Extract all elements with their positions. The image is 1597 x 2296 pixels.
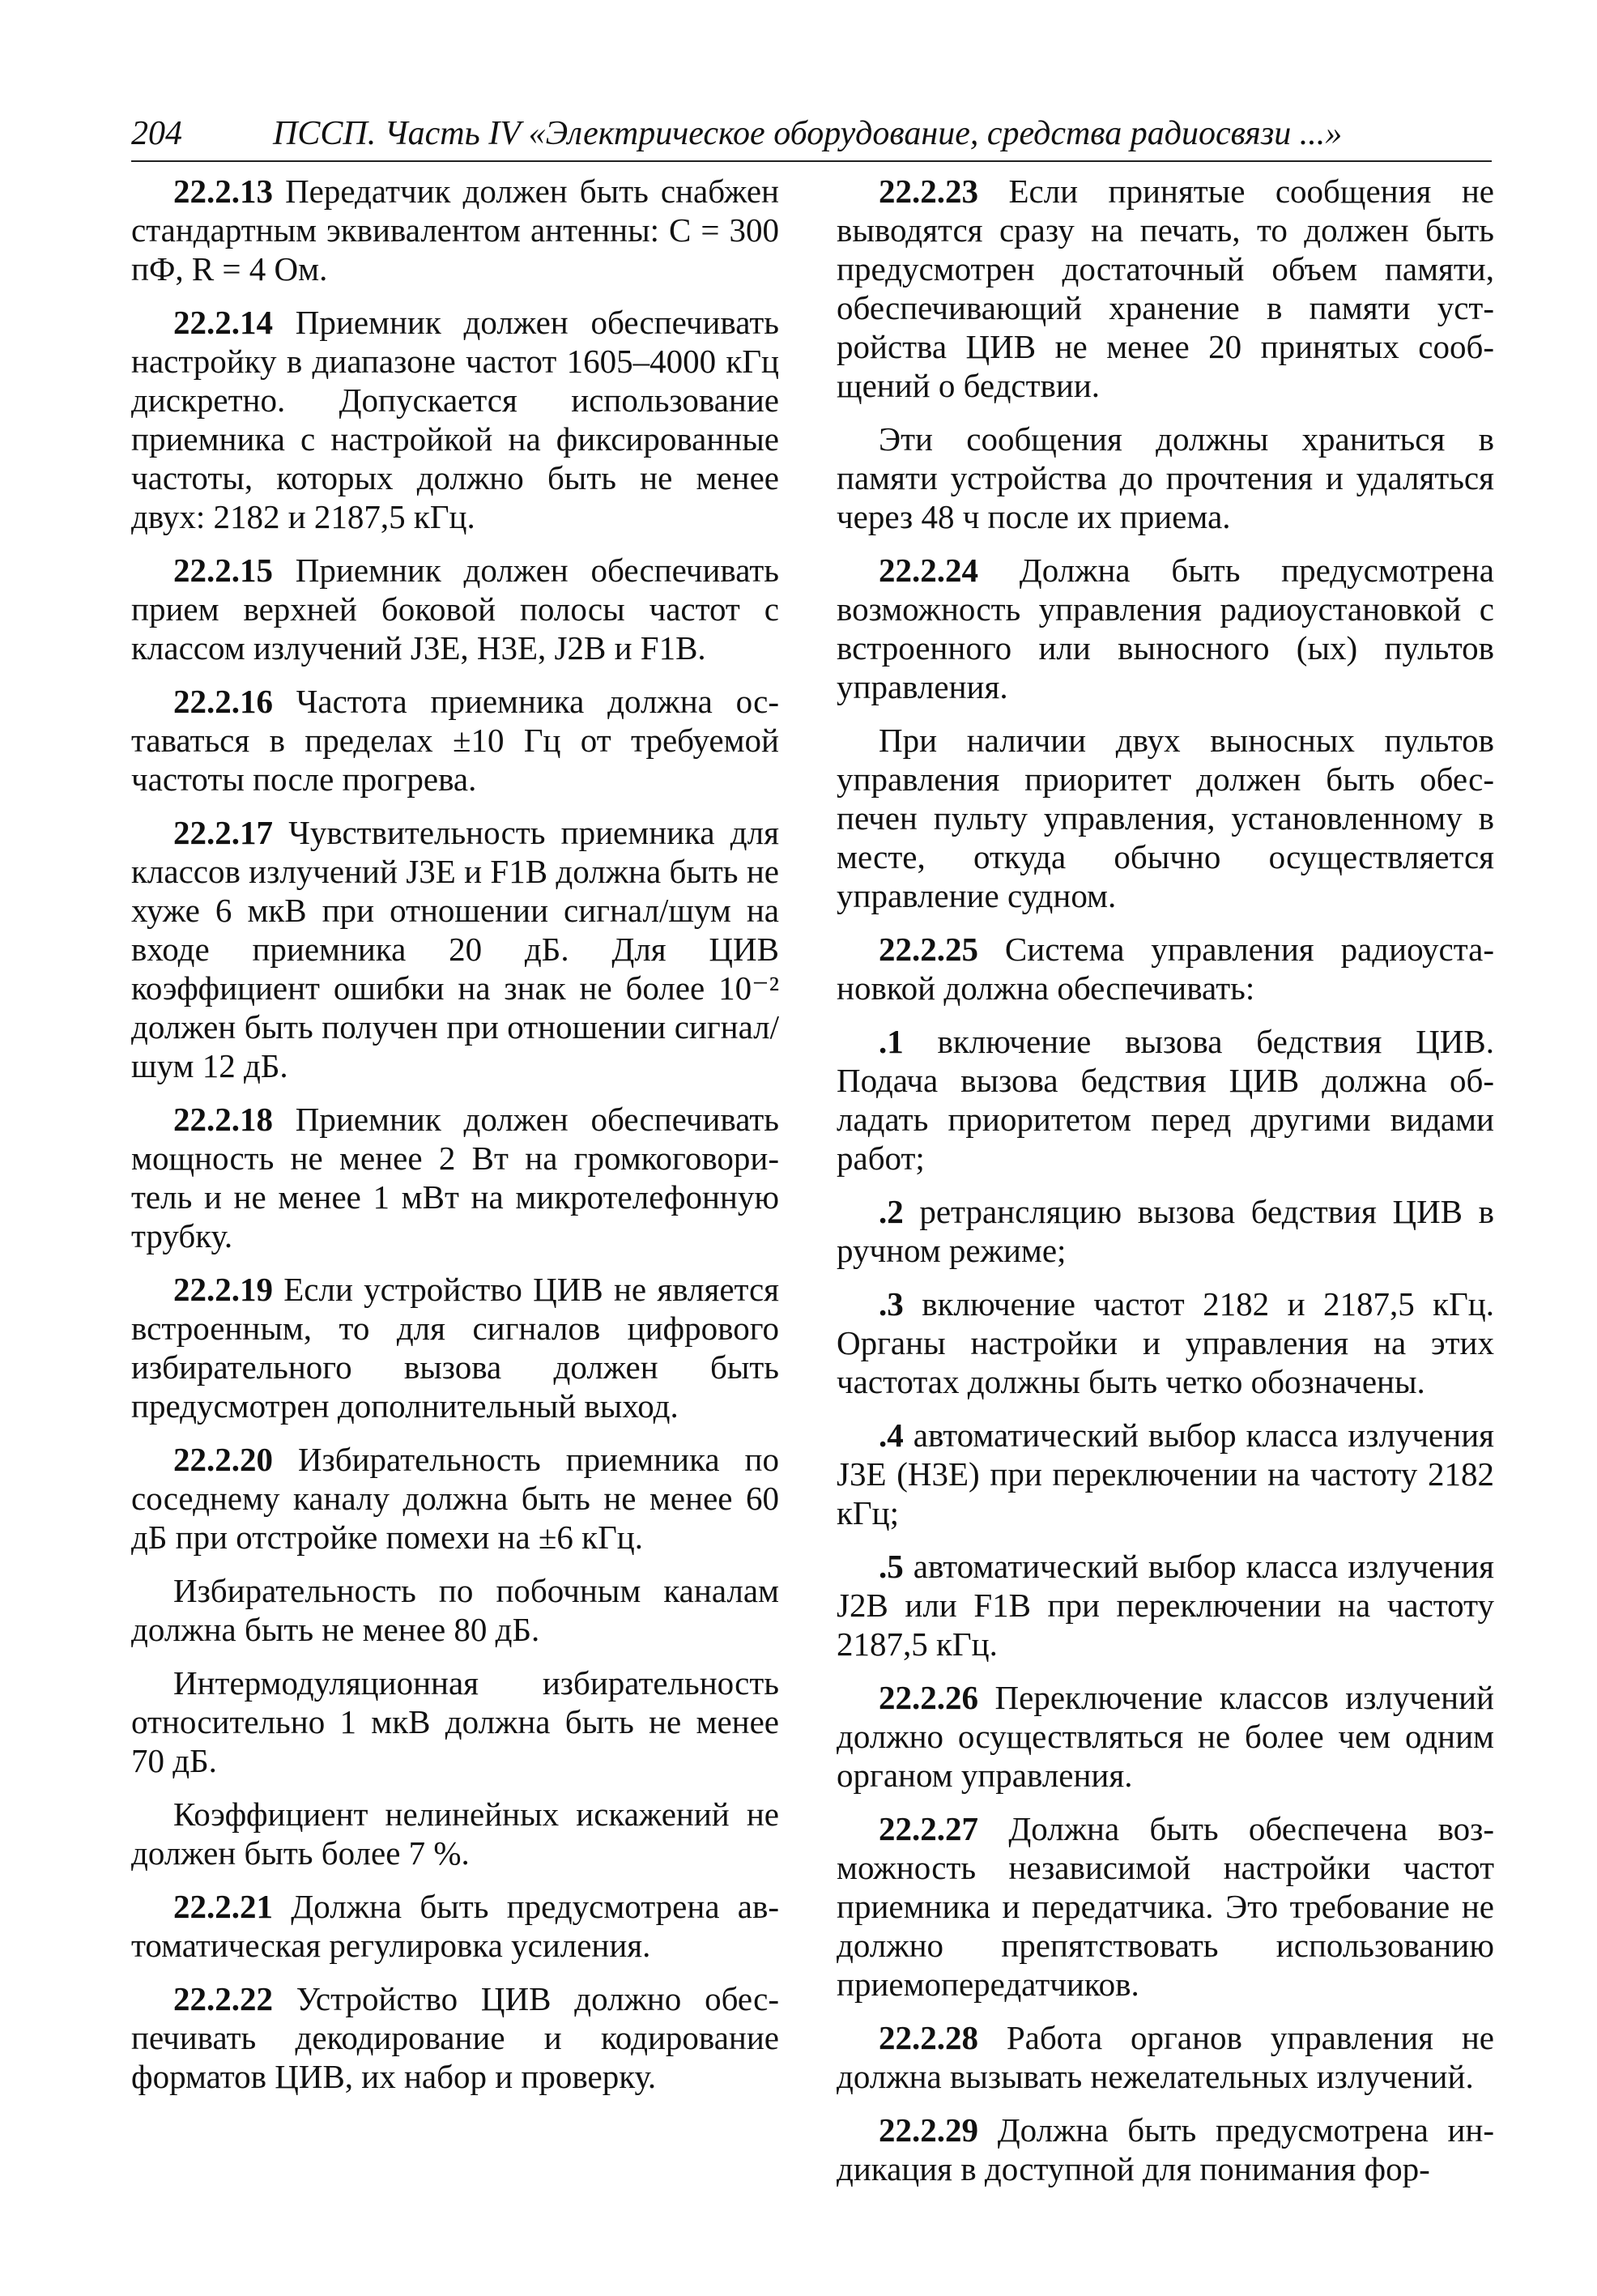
paragraph [131, 1571, 779, 1649]
paragraph-text: включение вызова бедствия ЦИВ. Подача вызова бедствия ЦИВ должна обладать приоритетом перед другими видами работ; [837, 1023, 1494, 1177]
paragraph [837, 1192, 1494, 1270]
paragraph [837, 2018, 1494, 2096]
paragraph-text: Переключение классов излучений должно осуществляться не более чем одним органом управления. [837, 1679, 1494, 1794]
paragraph [131, 1795, 779, 1872]
paragraph-text: Приемник должен обеспечивать настройку в диапазоне частот 1605–4000 кГц дискретно. Допускается использование приемника с настройкой на фиксированные частоты, которых должно быть не менее двух: 2182 и 2187,5 кГц. [131, 304, 779, 535]
page-number: 204 [131, 115, 182, 152]
paragraph [837, 1809, 1494, 2004]
paragraph-text: Если принятые сообщения не выводятся сразу на печать, то должен быть предусмотрен достаточный объем памяти, обеспечивающий хранение в памяти устройства ЦИВ не менее 20 принятых сообщений о бедствии. [837, 173, 1494, 404]
paragraph [131, 1979, 779, 2096]
clause-number: .2 [879, 1193, 904, 1230]
paragraph-text: Устройство ЦИВ должно обеспечивать декодирование и кодирование форматов ЦИВ, их набор и проверку. [131, 1980, 779, 2095]
clause-number: 22.2.14 [173, 304, 273, 341]
paragraph-text: автоматический выбор класса излучения J3E (H3E) при переключении на частоту 2182 кГц; [837, 1416, 1494, 1531]
clause-number: 22.2.13 [173, 173, 273, 210]
paragraph [837, 930, 1494, 1007]
paragraph-text: автоматический выбор класса излучения J2B или F1B при переключении на частоту 2187,5 кГц. [837, 1548, 1494, 1663]
paragraph [131, 303, 779, 536]
paragraph [131, 1440, 779, 1557]
paragraph-text: Должна быть предусмотрена автоматическая регулировка усиления. [131, 1888, 779, 1964]
paragraph [131, 1100, 779, 1255]
clause-number: 22.2.24 [879, 552, 978, 589]
clause-number: 22.2.29 [879, 2111, 978, 2149]
paragraph-text: Эти сообщения должны храниться в памяти устройства до прочтения и удаляться через 48 ч после их приема. [837, 420, 1494, 535]
clause-number: 22.2.15 [173, 552, 273, 589]
right-column [837, 172, 1494, 2203]
clause-number: 22.2.23 [879, 173, 978, 210]
left-column [131, 172, 779, 2111]
clause-number: 22.2.27 [879, 1810, 978, 1847]
paragraph-text: Приемник должен обеспечивать мощность не менее 2 Вт на громкоговоритель и не менее 1 мВт на микротелефонную трубку. [131, 1101, 779, 1254]
paragraph-text: Приемник должен обеспечивать прием верхней боковой полосы частот с классом излучений J3E, H3E, J2B и F1B. [131, 552, 779, 667]
paragraph [837, 420, 1494, 536]
clause-number: 22.2.19 [173, 1271, 273, 1308]
header-title: ПССП. Часть IV «Электрическое оборудование, средства радиосвязи ...» [273, 115, 1343, 152]
clause-number: 22.2.20 [173, 1441, 273, 1478]
running-header [131, 113, 1492, 162]
clause-number: 22.2.25 [879, 931, 978, 968]
paragraph [837, 721, 1494, 915]
clause-number: 22.2.16 [173, 683, 273, 720]
paragraph [837, 551, 1494, 706]
paragraph-text: Избирательность приемника по соседнему каналу должна быть не менее 60 дБ при отстройке помехи на ±6 кГц. [131, 1441, 779, 1556]
paragraph [837, 1284, 1494, 1401]
paragraph-text: Должна быть предусмотрена возможность управления радиоустановкой с встроенного или выносного (ых) пультов управления. [837, 552, 1494, 705]
paragraph-text: Должна быть обеспечена возможность независимой настройки частот приемника и передатчика. Это требование не должно препятствовать использованию приемопередатчиков. [837, 1810, 1494, 2003]
paragraph-text: Избирательность по побочным каналам должна быть не менее 80 дБ. [131, 1572, 779, 1648]
paragraph [837, 1678, 1494, 1795]
paragraph-text: включение частот 2182 и 2187,5 кГц. Органы настройки и управления на этих частотах должны быть четко обозначены. [837, 1285, 1494, 1400]
clause-number: 22.2.18 [173, 1101, 273, 1138]
paragraph [837, 1416, 1494, 1532]
paragraph-text: Передатчик должен быть снабжен стандартным эквивалентом антенны: C = 300 пФ, R = 4 Ом. [131, 173, 779, 288]
paragraph [131, 1270, 779, 1425]
paragraph-text: Должна быть предусмотрена индикация в доступной для понимания фор- [837, 2111, 1494, 2187]
paragraph [131, 813, 779, 1085]
paragraph-text: Интермодуляционная избирательность относительно 1 мкВ должна быть не менее 70 дБ. [131, 1664, 779, 1779]
paragraph-text: ретрансляцию вызова бедствия ЦИВ в ручном режиме; [837, 1193, 1494, 1269]
paragraph [837, 2111, 1494, 2188]
paragraph [131, 682, 779, 799]
paragraph-text: Если устройство ЦИВ не является встроенным, то для сигналов цифрового избирательного вызова должен быть предусмотрен дополнительный выход. [131, 1271, 779, 1425]
clause-number: .4 [879, 1416, 904, 1454]
clause-number: 22.2.26 [879, 1679, 978, 1716]
paragraph-text: Система управления радиоустановкой должна обеспечивать: [837, 931, 1494, 1007]
paragraph-text: Частота приемника должна оставаться в пределах ±10 Гц от требуемой частоты после прогрева. [131, 683, 779, 798]
paragraph-text: При наличии двух выносных пультов управления приоритет должен быть обеспечен пульту управления, установленному в месте, откуда обычно осуществляется управление судном. [837, 722, 1494, 914]
paragraph-text: Работа органов управления не должна вызывать нежелательных излучений. [837, 2019, 1494, 2095]
paragraph-text: Чувствительность приемника для классов излучений J3E и F1B должна быть не хуже 6 мкВ при отношении сигнал/шум на входе приемника 20 дБ. Для ЦИВ коэффициент ошибки на знак не более 10⁻² должен быть получен при отношении сигнал/шум 12 дБ. [131, 814, 779, 1084]
paragraph [131, 172, 779, 288]
clause-number: 22.2.21 [173, 1888, 273, 1925]
paragraph [131, 551, 779, 667]
paragraph-text: Коэффициент нелинейных искажений не должен быть более 7 %. [131, 1795, 779, 1872]
paragraph [131, 1887, 779, 1965]
clause-number: .5 [879, 1548, 904, 1585]
paragraph [131, 1663, 779, 1780]
paragraph [837, 172, 1494, 405]
clause-number: .3 [879, 1285, 904, 1323]
clause-number: .1 [879, 1023, 904, 1060]
paragraph [837, 1547, 1494, 1663]
clause-number: 22.2.28 [879, 2019, 978, 2056]
paragraph [837, 1022, 1494, 1178]
clause-number: 22.2.22 [173, 1980, 273, 2017]
clause-number: 22.2.17 [173, 814, 273, 851]
